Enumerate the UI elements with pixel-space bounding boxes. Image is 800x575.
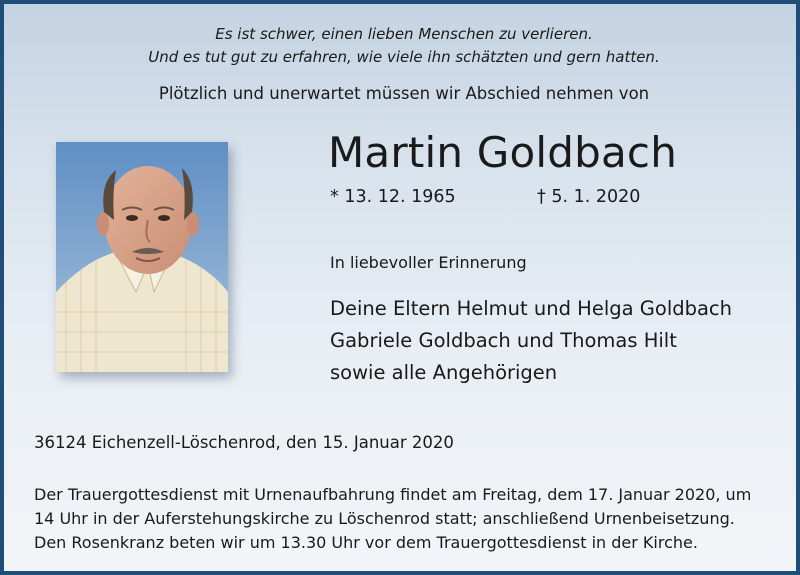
service-line-2: 14 Uhr in der Auferstehungskirche zu Löschenrod statt; anschließend Urnenbeisetzung. bbox=[34, 509, 735, 528]
intro-text: Plötzlich und unerwartet müssen wir Abschied nehmen von bbox=[158, 84, 650, 103]
death-date: † 5. 1. 2020 bbox=[537, 187, 641, 207]
verse-line-2: Und es tut gut zu erfahren, wie viele ihn schätzten und gern hatten. bbox=[148, 48, 660, 66]
memory-line: In liebevoller Erinnerung bbox=[330, 253, 527, 272]
mourner-line: Gabriele Goldbach und Thomas Hilt bbox=[330, 329, 677, 352]
service-line-3: Den Rosenkranz beten wir um 13.30 Uhr vor dem Trauergottesdienst in der Kirche. bbox=[34, 533, 698, 552]
verse-line-1: Es ist schwer, einen lieben Menschen zu verlieren. bbox=[215, 25, 593, 43]
portrait-photo bbox=[56, 142, 228, 372]
deceased-name: Martin Goldbach bbox=[328, 128, 678, 177]
mourner-line: sowie alle Angehörigen bbox=[330, 361, 558, 384]
mourner-line: Deine Eltern Helmut und Helga Goldbach bbox=[330, 297, 733, 320]
place-date: 36124 Eichenzell-Löschenrod, den 15. Januar 2020 bbox=[34, 433, 454, 452]
service-line-1: Der Trauergottesdienst mit Urnenaufbahrung findet am Freitag, dem 17. Januar 2020, um bbox=[34, 485, 752, 504]
birth-date: * 13. 12. 1965 bbox=[330, 187, 456, 207]
